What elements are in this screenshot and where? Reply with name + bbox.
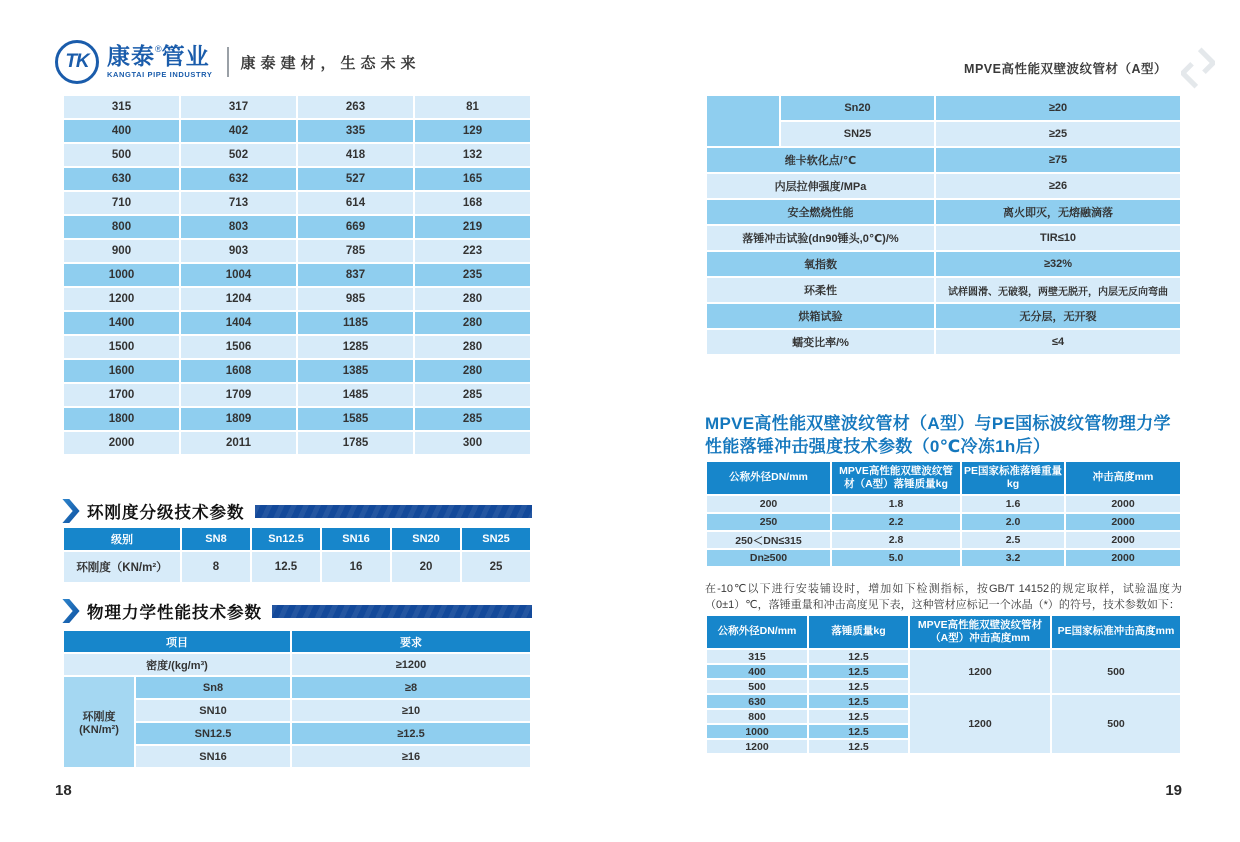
table-row <box>64 168 530 190</box>
table-cell: 280 <box>415 312 530 334</box>
table-cell: 285 <box>415 408 530 430</box>
table-cell: 900 <box>64 240 179 262</box>
registered-mark: ® <box>155 44 162 55</box>
logo-monogram-icon <box>55 40 99 84</box>
table-header-cell: MPVE高性能双壁波纹管材（A型）冲击高度mm <box>910 616 1050 648</box>
table-cell: ≤4 <box>936 330 1180 354</box>
table-cell: 81 <box>415 96 530 118</box>
table-header-cell: SN8 <box>182 528 250 550</box>
table-cell: 1185 <box>298 312 413 334</box>
table-cell: 418 <box>298 144 413 166</box>
table-cell: 试样圆滑、无破裂，两壁无脱开，内层无反向弯曲 <box>936 278 1180 302</box>
table-cell: 1200 <box>707 740 807 753</box>
table-cell: 500 <box>707 680 807 693</box>
table-cell: 8 <box>182 552 250 582</box>
table-cell: 氧指数 <box>707 252 934 276</box>
table-cell: 669 <box>298 216 413 238</box>
table-header-cell: 项目 <box>64 631 290 652</box>
table-cell: 环刚度（KN/m²） <box>64 552 180 582</box>
table-cell: 12.5 <box>252 552 320 582</box>
table-cell: 2000 <box>1066 532 1180 548</box>
impact-title-line2: 性能落锤冲击强度技术参数（0℃冷冻1h后） <box>705 437 1051 456</box>
table-cell: 837 <box>298 264 413 286</box>
table-cell: 527 <box>298 168 413 190</box>
table-cell: Sn20 <box>781 96 934 120</box>
table-cell: 安全燃烧性能 <box>707 200 934 224</box>
section-title-bar <box>255 505 533 518</box>
table-cell: 2000 <box>64 432 179 454</box>
table-cell: ≥1200 <box>292 654 530 675</box>
freeze-impact-table <box>705 614 1182 755</box>
table-row <box>64 120 530 142</box>
table-row <box>64 96 530 118</box>
header-right <box>964 46 1215 90</box>
table-cell: ≥32% <box>936 252 1180 276</box>
table-cell: 维卡软化点/℃ <box>707 148 934 172</box>
merged-cell: 1200 <box>910 695 1050 753</box>
table-row <box>707 496 1180 512</box>
table-cell: 280 <box>415 336 530 358</box>
table-cell: ≥25 <box>936 122 1180 146</box>
merged-cell: 500 <box>1052 695 1180 753</box>
table-cell: 1.8 <box>832 496 960 512</box>
table-cell: Dn≥500 <box>707 550 830 566</box>
table-cell: SN10 <box>136 700 290 721</box>
table-cell: 1809 <box>181 408 296 430</box>
table-cell: 400 <box>707 665 807 678</box>
table-cell: 1700 <box>64 384 179 406</box>
table-cell: 1585 <box>298 408 413 430</box>
table-cell: 280 <box>415 360 530 382</box>
table-header-cell: SN20 <box>392 528 460 550</box>
brand-slogan: 康泰建材，生态未来 <box>240 54 421 72</box>
table-cell: 环柔性 <box>707 278 934 302</box>
table-cell: 500 <box>64 144 179 166</box>
table-cell: 12.5 <box>809 740 908 753</box>
table-row <box>64 216 530 238</box>
table-row <box>64 432 530 454</box>
table-cell: 落锤冲击试验(dn90锤头,0℃)/% <box>707 226 934 250</box>
table-row <box>707 174 1180 198</box>
left-page-column <box>62 94 532 794</box>
table-cell: SN16 <box>136 746 290 767</box>
table-cell: 1285 <box>298 336 413 358</box>
table-row <box>707 532 1180 548</box>
table-cell: 250＜DN≤315 <box>707 532 830 548</box>
table-row <box>64 288 530 310</box>
dimension-table <box>62 94 532 456</box>
table-header-cell: Sn12.5 <box>252 528 320 550</box>
table-row <box>64 192 530 214</box>
table-row <box>707 96 1180 120</box>
table-header-row <box>707 616 1180 648</box>
section-title: 环刚度分级技术参数 <box>87 504 245 522</box>
table-cell: ≥12.5 <box>292 723 530 744</box>
section-physical-props <box>62 599 532 623</box>
table-cell: ≥20 <box>936 96 1180 120</box>
table-header-row <box>64 528 530 550</box>
table-cell: 2.0 <box>962 514 1064 530</box>
table-header-cell: PE国家标准落锤重量kg <box>962 462 1064 494</box>
table-cell: 1485 <box>298 384 413 406</box>
brand-name-en: KANGTAI PIPE INDUSTRY <box>107 70 213 80</box>
table-cell: 129 <box>415 120 530 142</box>
table-cell: 2.8 <box>832 532 960 548</box>
table-row <box>64 654 530 675</box>
table-header-cell: 要求 <box>292 631 530 652</box>
table-header-cell: 落锤质量kg <box>809 616 908 648</box>
table-cell: 632 <box>181 168 296 190</box>
table-cell: 12.5 <box>809 710 908 723</box>
table-row <box>64 240 530 262</box>
table-cell: 12.5 <box>809 680 908 693</box>
table-header-cell: SN16 <box>322 528 390 550</box>
table-row <box>64 677 530 698</box>
physical-props-table <box>62 629 532 769</box>
table-header-cell: 冲击高度mm <box>1066 462 1180 494</box>
table-cell: 烘箱试验 <box>707 304 934 328</box>
table-cell: 5.0 <box>832 550 960 566</box>
table-cell: 1.6 <box>962 496 1064 512</box>
table-cell: 263 <box>298 96 413 118</box>
table-cell: 168 <box>415 192 530 214</box>
table-cell: 1385 <box>298 360 413 382</box>
logo-monogram: TK <box>65 51 89 72</box>
table-cell: 12.5 <box>809 650 908 663</box>
table-cell: 1404 <box>181 312 296 334</box>
table-cell: 1506 <box>181 336 296 358</box>
table-cell: ≥8 <box>292 677 530 698</box>
table-cell: 630 <box>707 695 807 708</box>
table-header-cell: SN25 <box>462 528 530 550</box>
table-cell: 1800 <box>64 408 179 430</box>
page-number-left: 18 <box>55 782 72 799</box>
table-cell: 710 <box>64 192 179 214</box>
table-header-cell: 公称外径DN/mm <box>707 462 830 494</box>
table-cell: 630 <box>64 168 179 190</box>
table-row <box>707 304 1180 328</box>
table-cell: SN12.5 <box>136 723 290 744</box>
impact-section-title <box>705 412 1182 458</box>
table-cell: 20 <box>392 552 460 582</box>
table-cell: 250 <box>707 514 830 530</box>
table-cell: 300 <box>415 432 530 454</box>
table-cell: TIR≤10 <box>936 226 1180 250</box>
table-cell: 2000 <box>1066 550 1180 566</box>
table-cell: 223 <box>415 240 530 262</box>
table-cell: 132 <box>415 144 530 166</box>
table-cell: 280 <box>415 288 530 310</box>
section-arrow-icon <box>62 599 80 623</box>
table-cell: 1204 <box>181 288 296 310</box>
table-cell: 800 <box>64 216 179 238</box>
table-cell: 密度/(kg/m³) <box>64 654 290 675</box>
table-cell: ≥26 <box>936 174 1180 198</box>
table-row <box>707 330 1180 354</box>
table-cell: ≥16 <box>292 746 530 767</box>
table-header-cell: PE国家标准冲击高度mm <box>1052 616 1180 648</box>
table-row <box>707 226 1180 250</box>
table-cell: 985 <box>298 288 413 310</box>
table-cell: 1600 <box>64 360 179 382</box>
table-row <box>707 550 1180 566</box>
table-cell: 2.2 <box>832 514 960 530</box>
impact-params-table <box>705 460 1182 568</box>
table-cell: 1000 <box>64 264 179 286</box>
table-cell: 16 <box>322 552 390 582</box>
table-cell: 317 <box>181 96 296 118</box>
page-number-right: 19 <box>1165 782 1182 799</box>
merged-cell: 1200 <box>910 650 1050 693</box>
table-row <box>64 264 530 286</box>
section-title: 物理力学性能技术参数 <box>87 604 262 622</box>
page-header <box>55 38 1215 88</box>
table-cell: 1004 <box>181 264 296 286</box>
table-cell: 1200 <box>64 288 179 310</box>
table-cell: 内层拉伸强度/MPa <box>707 174 934 198</box>
table-header-cell: 级别 <box>64 528 180 550</box>
table-row <box>64 336 530 358</box>
span-cell-unit: (KN/m²) <box>79 724 119 736</box>
table-cell: 无分层，无开裂 <box>936 304 1180 328</box>
header-divider <box>227 47 229 77</box>
table-cell: 离火即灭，无熔融滴落 <box>936 200 1180 224</box>
brand-logo <box>55 40 421 84</box>
table-cell: 2000 <box>1066 514 1180 530</box>
empty-span-cell <box>707 96 779 146</box>
table-cell: 402 <box>181 120 296 142</box>
section-title-bar <box>272 605 532 618</box>
table-cell: 713 <box>181 192 296 214</box>
section-arrow-icon <box>62 499 80 523</box>
logo-text <box>107 45 213 79</box>
right-page-column <box>705 94 1182 794</box>
table-cell: Sn8 <box>136 677 290 698</box>
span-cell-label: 环刚度 <box>82 711 116 723</box>
table-cell: ≥10 <box>292 700 530 721</box>
table-row <box>64 360 530 382</box>
table-cell: 2000 <box>1066 496 1180 512</box>
table-cell: 蠕变比率/% <box>707 330 934 354</box>
table-cell: 2.5 <box>962 532 1064 548</box>
brand-name-cn: 康泰 <box>107 43 155 70</box>
table-cell: 315 <box>64 96 179 118</box>
section-ring-stiffness <box>62 499 532 523</box>
table-cell: 285 <box>415 384 530 406</box>
table-cell: 335 <box>298 120 413 142</box>
merged-cell: 500 <box>1052 650 1180 693</box>
table-cell: 1000 <box>707 725 807 738</box>
table-cell: 12.5 <box>809 665 908 678</box>
table-row <box>707 695 1180 708</box>
table-cell: 785 <box>298 240 413 262</box>
table-row <box>64 312 530 334</box>
ring-stiffness-span-cell <box>64 677 134 767</box>
table-row <box>64 408 530 430</box>
table-header-cell: 公称外径DN/mm <box>707 616 807 648</box>
properties-continuation-table <box>705 94 1182 356</box>
table-cell: 903 <box>181 240 296 262</box>
table-row <box>707 252 1180 276</box>
table-header-cell: MPVE高性能双壁波纹管材（A型）落锤质量kg <box>832 462 960 494</box>
table-cell: ≥75 <box>936 148 1180 172</box>
ring-stiffness-table <box>62 526 532 584</box>
impact-title-line1: MPVE高性能双壁波纹管材（A型）与PE国标波纹管物理力学 <box>705 414 1171 433</box>
table-cell: 400 <box>64 120 179 142</box>
installation-note: 在-10℃以下进行安装铺设时，增加如下检测指标，按GB/T 14152的规定取样，试验温度为（0±1）℃，落锤重量和冲击高度见下表，这种管材应标记一个冰晶（*）的符号，技术参数如下： <box>705 583 1182 611</box>
table-cell: 219 <box>415 216 530 238</box>
page-topic: MPVE高性能双壁波纹管材（A型） <box>964 62 1167 76</box>
table-row <box>707 200 1180 224</box>
table-cell: 1785 <box>298 432 413 454</box>
table-cell: 800 <box>707 710 807 723</box>
table-cell: 803 <box>181 216 296 238</box>
table-cell: SN25 <box>781 122 934 146</box>
table-row <box>64 552 530 582</box>
table-cell: 235 <box>415 264 530 286</box>
table-cell: 614 <box>298 192 413 214</box>
table-cell: 1500 <box>64 336 179 358</box>
table-row <box>707 514 1180 530</box>
table-cell: 2011 <box>181 432 296 454</box>
table-cell: 502 <box>181 144 296 166</box>
table-cell: 200 <box>707 496 830 512</box>
table-cell: 3.2 <box>962 550 1064 566</box>
brand-name-cn2: 管业 <box>161 43 210 70</box>
table-cell: 315 <box>707 650 807 663</box>
table-cell: 1400 <box>64 312 179 334</box>
table-row <box>707 650 1180 663</box>
table-cell: 1709 <box>181 384 296 406</box>
table-row <box>707 278 1180 302</box>
table-cell: 165 <box>415 168 530 190</box>
table-cell: 1608 <box>181 360 296 382</box>
table-row <box>64 384 530 406</box>
table-cell: 12.5 <box>809 725 908 738</box>
table-row <box>707 148 1180 172</box>
table-cell: 25 <box>462 552 530 582</box>
brand-chevron-icon <box>1181 46 1215 90</box>
table-header-row <box>707 462 1180 494</box>
table-row <box>64 144 530 166</box>
table-header-row <box>64 631 530 652</box>
table-cell: 12.5 <box>809 695 908 708</box>
